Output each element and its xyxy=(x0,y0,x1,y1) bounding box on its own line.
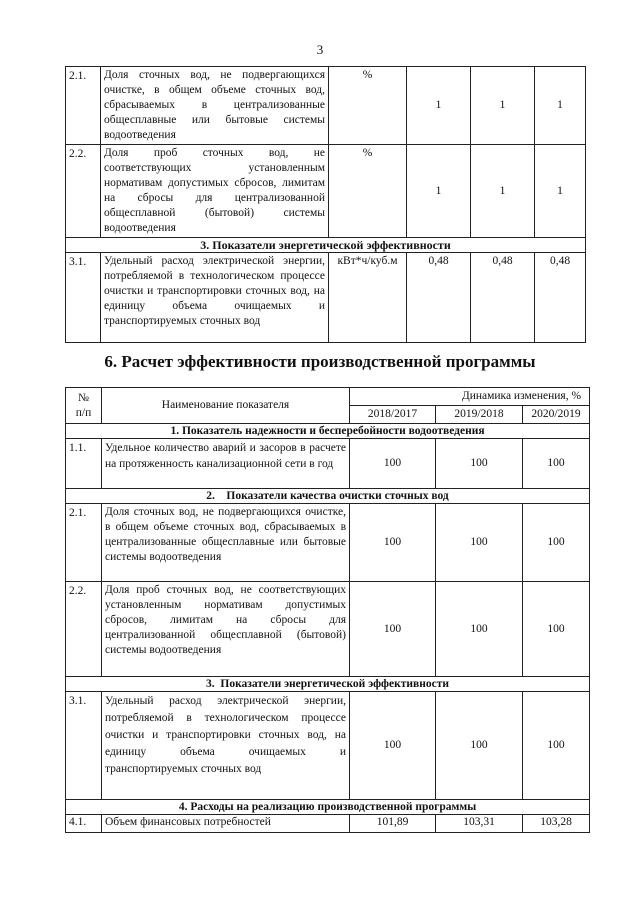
section-title: 3. Показатели энергетической эффективности xyxy=(66,238,586,253)
row-number: 3.1. xyxy=(66,253,101,343)
value-cell: 100 xyxy=(436,582,523,677)
value-cell: 100 xyxy=(523,504,590,582)
section-row xyxy=(66,800,590,815)
value-cell: 1 xyxy=(407,67,471,145)
value-cell: 101,89 xyxy=(350,815,436,833)
value-cell: 100 xyxy=(436,439,523,489)
value-cell: 100 xyxy=(523,692,590,800)
indicators-table-continued xyxy=(65,66,586,343)
section-row xyxy=(66,424,590,439)
indicator-name: Доля сточных вод, не подвергающихся очистке, в общем объеме сточных вод, сбрасываемых в централизованные общесплавные или бытовые системы водоотведения xyxy=(102,504,350,582)
table-row xyxy=(66,815,590,833)
indicator-name: Доля сточных вод, не подвергающихся очистке, в общем объеме сточных вод, сбрасываемых в централизованные общесплавные или бытовые системы водоотведения xyxy=(101,67,329,145)
indicator-name: Удельный расход электрической энергии, потребляемой в технологическом процессе очистки и транспортировки сточных вод, на единицу объема очищаемых и транспортируемых сточных вод xyxy=(102,692,350,800)
year-header: 2018/2017 xyxy=(350,406,436,424)
value-cell: 103,31 xyxy=(436,815,523,833)
value-cell: 100 xyxy=(436,692,523,800)
unit-cell: % xyxy=(329,67,407,145)
row-number: 2.1. xyxy=(66,67,101,145)
table-row xyxy=(66,145,586,238)
value-cell: 100 xyxy=(350,439,436,489)
number-header xyxy=(66,388,102,424)
value-cell: 0,48 xyxy=(471,253,535,343)
section-row xyxy=(66,238,586,253)
value-cell: 100 xyxy=(350,692,436,800)
table-row xyxy=(66,67,586,145)
value-cell: 1 xyxy=(471,145,535,238)
value-cell: 0,48 xyxy=(535,253,586,343)
table-row xyxy=(66,504,590,582)
row-number: 1.1. xyxy=(66,439,102,489)
name-header: Наименование показателя xyxy=(102,388,350,424)
unit-cell: % xyxy=(329,145,407,238)
row-number: 4.1. xyxy=(66,815,102,833)
indicator-name: Удельный расход электрической энергии, потребляемой в технологическом процессе очистки и транспортировки сточных вод, на единицу объема очищаемых и транспортируемых сточных вод xyxy=(101,253,329,343)
row-number: 2.1. xyxy=(66,504,102,582)
value-cell: 0,48 xyxy=(407,253,471,343)
section-title: 4. Расходы на реализацию производственной программы xyxy=(66,800,590,815)
page-number: 3 xyxy=(316,42,324,57)
indicator-name: Доля проб сточных вод, не соответствующих установленным нормативам допустимых сбросов, лимитам на сбросы для централизованной общесплавной (бытовой) системы водоотведения xyxy=(102,582,350,677)
value-cell: 100 xyxy=(523,439,590,489)
unit-cell: кВт*ч/куб.м xyxy=(329,253,407,343)
table-row xyxy=(66,582,590,677)
section-title: 1. Показатель надежности и бесперебойности водоотведения xyxy=(66,424,590,439)
section-title: 3. Показатели энергетической эффективности xyxy=(66,677,590,692)
section-row xyxy=(66,677,590,692)
table-row xyxy=(66,439,590,489)
value-cell: 100 xyxy=(523,582,590,677)
row-number: 2.2. xyxy=(66,145,101,238)
indicator-name: Объем финансовых потребностей xyxy=(102,815,350,833)
efficiency-table xyxy=(65,387,590,833)
table-row xyxy=(66,692,590,800)
indicator-name: Доля проб сточных вод, не соответствующих установленным нормативам допустимых сбросов, лимитам на сбросы для централизованной общесплавной (бытовой) системы водоотведения xyxy=(101,145,329,238)
value-cell: 1 xyxy=(535,145,586,238)
section-title: 2. Показатели качества очистки сточных вод xyxy=(66,489,590,504)
year-header: 2020/2019 xyxy=(523,406,590,424)
section-heading: 6. Расчет эффективности производственной программы xyxy=(104,352,536,371)
section-row xyxy=(66,489,590,504)
number-header-line1: № xyxy=(78,391,89,404)
value-cell: 1 xyxy=(471,67,535,145)
value-cell: 1 xyxy=(535,67,586,145)
indicator-name: Удельное количество аварий и засоров в расчете на протяженность канализационной сети в год xyxy=(102,439,350,489)
value-cell: 100 xyxy=(350,504,436,582)
row-number: 2.2. xyxy=(66,582,102,677)
value-cell: 100 xyxy=(350,582,436,677)
year-header: 2019/2018 xyxy=(436,406,523,424)
table-row xyxy=(66,253,586,343)
dynamics-header: Динамика изменения, % xyxy=(350,388,590,406)
number-header-line2: п/п xyxy=(75,406,92,419)
value-cell: 100 xyxy=(436,504,523,582)
value-cell: 103,28 xyxy=(523,815,590,833)
header-row xyxy=(66,388,590,406)
row-number: 3.1. xyxy=(66,692,102,800)
value-cell: 1 xyxy=(407,145,471,238)
